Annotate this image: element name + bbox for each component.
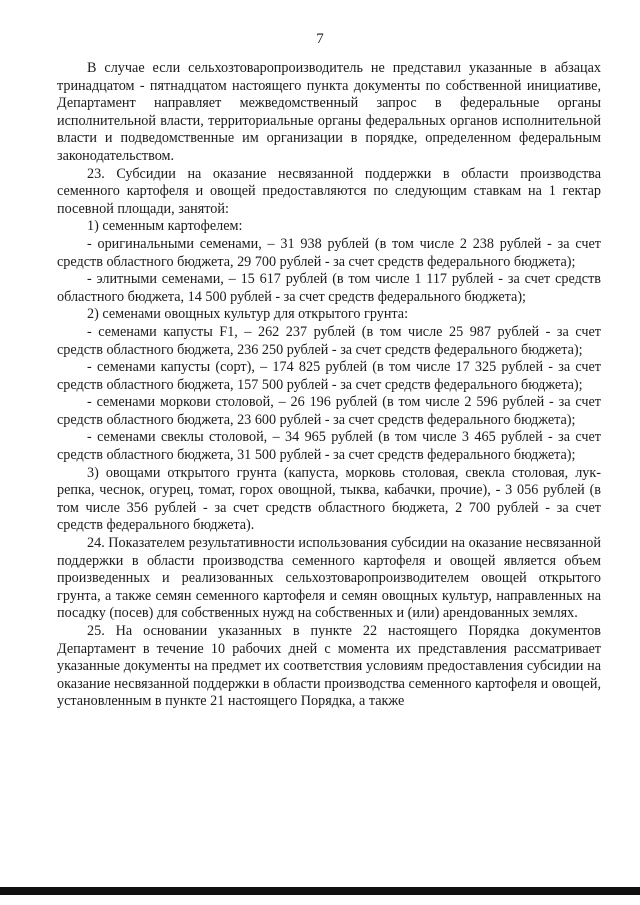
paragraph-25-review: 25. На основании указанных в пункте 22 настоящего Порядка документов Департамент в течение 10 рабочих дней с момента их представления рассматривает указанные документы на предмет их соответствия условиям предоставления субсидии на оказание несвязанной поддержки в области производства семенного картофеля и овощей, установленным в пункте 21 настоящего Порядка, а также xyxy=(57,623,601,710)
list-item-seed-potatoes: 1) семенным картофелем: xyxy=(87,218,243,235)
list-item-cabbage-variety: - семенами капусты (сорт), – 174 825 рублей (в том числе 17 325 рублей - за счет средств областного бюджета, 157 500 рублей - за счет средств федерального бюджета); xyxy=(57,359,601,393)
paragraph-23-subsidy-rates: 23. Субсидии на оказание несвязанной поддержки в области производства семенного картофеля и овощей предоставляются по следующим ставкам на 1 гектар посевной площади, занятой: xyxy=(57,165,601,217)
list-item-original-seeds: - оригинальными семенами, – 31 938 рублей (в том числе 2 238 рублей - за счет средств областного бюджета, 29 700 рублей - за счет средств федерального бюджета); xyxy=(57,235,601,270)
list-item-carrot: - семенами моркови столовой, – 26 196 рублей (в том числе 2 596 рублей - за счет средств областного бюджета, 23 600 рублей - за счет средств федерального бюджета); xyxy=(57,394,601,428)
list-item-open-ground-vegetables: 3) овощами открытого грунта (капуста, морковь столовая, свекла столовая, лук-репка, чеснок, огурец, томат, горох овощной, тыква, кабачки, прочие), - 3 056 рублей (в том числе 356 рублей - за счет средств областного бюджета, 2 700 рублей - за счет средств федерального бюджета). xyxy=(57,464,601,534)
list-item-vegetable-seeds: 2) семенами овощных культур для открытого грунта: xyxy=(87,306,409,323)
page-number: 7 xyxy=(316,31,324,47)
document-body xyxy=(57,60,601,711)
list-item-elite-seeds: - элитными семенами, – 15 617 рублей (в том числе 1 117 рублей - за счет средств областного бюджета, 14 500 рублей - за счет средств федерального бюджета); xyxy=(57,271,601,305)
paragraph-missing-documents: В случае если сельхозтоваропроизводитель не представил указанные в абзацах тринадцатом - пятнадцатом настоящего пункта документы по собственной инициативе, Департамент направляет межведомственный запрос в федеральные органы исполнительной власти, территориальные органы федеральных органов исполнительной власти и подведомственные им организации в порядке, определенном федеральным законодательством. xyxy=(57,60,601,164)
list-item-cabbage-f1: - семенами капусты F1, – 262 237 рублей (в том числе 25 987 рублей - за счет средств областного бюджета, 236 250 рублей - за счет средств федерального бюджета); xyxy=(57,323,601,358)
bottom-scan-border xyxy=(0,887,640,895)
list-item-beet: - семенами свеклы столовой, – 34 965 рублей (в том числе 3 465 рублей - за счет средств областного бюджета, 31 500 рублей - за счет средств федерального бюджета); xyxy=(57,429,601,464)
paragraph-24-performance-indicator: 24. Показателем результативности использования субсидии на оказание несвязанной поддержки в области производства семенного картофеля и овощей является объем произведенных и реализованных сельхозтоваропроизводителем овощей открытого грунта, а также семян семенного картофеля и семян овощных культур, направленных на посадку (посев) для собственных нужд на собственных и (или) арендованных землях. xyxy=(57,535,601,622)
